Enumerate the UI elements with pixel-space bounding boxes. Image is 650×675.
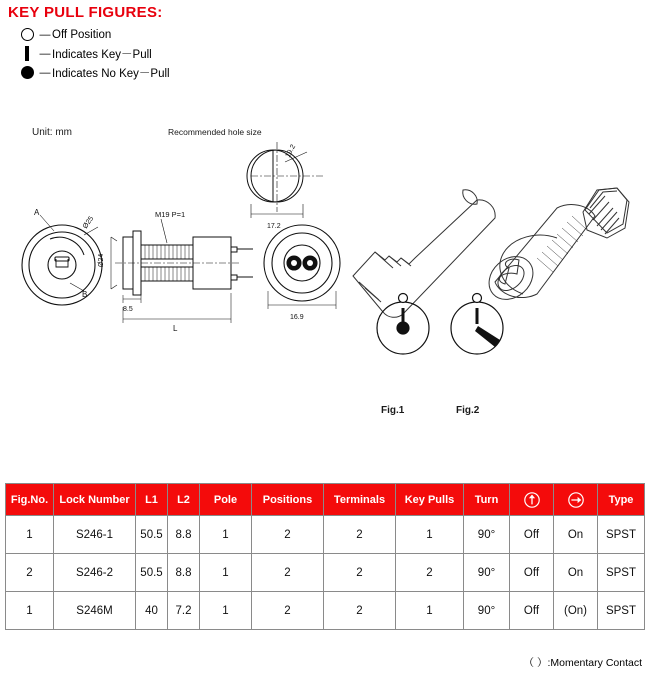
cell-right-state: On	[554, 554, 598, 592]
off-position-circle-icon	[16, 28, 38, 41]
cell-key-pulls: 1	[396, 516, 464, 554]
legend-item	[16, 63, 170, 82]
cell-pole: 1	[200, 516, 252, 554]
lock-key-illustration	[345, 150, 635, 360]
cell-terminals: 2	[324, 516, 396, 554]
table-footnote: （ ）:Momentary Contact	[523, 657, 642, 669]
front-view-label-a: A	[34, 208, 40, 217]
legend-title: KEY PULL FIGURES:	[8, 4, 163, 21]
rear-width-dim: 16.9	[290, 314, 304, 321]
cell-positions: 2	[252, 516, 324, 554]
th-fig-no: Fig.No.	[6, 484, 54, 516]
no-key-pull-dot-icon	[16, 66, 38, 79]
front-view-label-b: B	[82, 290, 88, 299]
cell-pole: 1	[200, 592, 252, 630]
th-positions: Positions	[252, 484, 324, 516]
legend-dash: —	[39, 47, 51, 60]
hole-width-dim: 17.2	[267, 223, 281, 230]
th-type: Type	[598, 484, 645, 516]
technical-drawing	[0, 100, 650, 475]
legend-item-label: Off Position	[52, 28, 112, 41]
th-pole: Pole	[200, 484, 252, 516]
legend-item-label: Indicates Key－Pull	[52, 48, 152, 61]
cell-turn: 90°	[464, 554, 510, 592]
arrow-up-icon	[510, 484, 554, 516]
cell-up-state: Off	[510, 592, 554, 630]
th-lock-number: Lock Number	[54, 484, 136, 516]
key-pull-bar-icon	[16, 46, 38, 61]
rear-view	[258, 205, 358, 325]
cell-terminals: 2	[324, 554, 396, 592]
thread-spec: M19 P=1	[155, 210, 186, 219]
legend-item-label: Indicates No Key－Pull	[52, 67, 170, 80]
cell-positions: 2	[252, 592, 324, 630]
specification-table	[5, 483, 645, 630]
th-key-pulls: Key Pulls	[396, 484, 464, 516]
cell-type: SPST	[598, 554, 645, 592]
cell-up-state: Off	[510, 516, 554, 554]
cell-turn: 90°	[464, 592, 510, 630]
dim-l1-callout: 8.5	[123, 306, 133, 313]
cell-fig-no: 1	[6, 516, 54, 554]
cell-fig-no: 1	[6, 592, 54, 630]
cell-type: SPST	[598, 592, 645, 630]
cell-up-state: Off	[510, 554, 554, 592]
cell-terminals: 2	[324, 592, 396, 630]
cell-positions: 2	[252, 554, 324, 592]
fig2-label: Fig.2	[456, 405, 480, 416]
legend-item	[16, 44, 170, 63]
hole-slot-dim: 19.2	[284, 143, 298, 159]
cell-turn: 90°	[464, 516, 510, 554]
cell-l2: 7.2	[168, 592, 200, 630]
key-pull-legend	[8, 4, 170, 82]
cell-right-state: On	[554, 516, 598, 554]
unit-note: Unit: mm	[32, 127, 72, 138]
th-terminals: Terminals	[324, 484, 396, 516]
table-row	[6, 516, 645, 554]
th-l2: L2	[168, 484, 200, 516]
table-row	[6, 592, 645, 630]
cell-lock-number: S246-1	[54, 516, 136, 554]
cell-key-pulls: 1	[396, 592, 464, 630]
legend-dash: —	[39, 28, 51, 41]
cell-lock-number: S246-2	[54, 554, 136, 592]
table-row	[6, 554, 645, 592]
cell-l1: 50.5	[136, 554, 168, 592]
cell-l2: 8.8	[168, 554, 200, 592]
legend-dash: —	[39, 66, 51, 79]
cell-key-pulls: 2	[396, 554, 464, 592]
cell-fig-no: 2	[6, 554, 54, 592]
cell-type: SPST	[598, 516, 645, 554]
cell-pole: 1	[200, 554, 252, 592]
arrow-right-icon	[554, 484, 598, 516]
dim-dia-24: Ø24	[98, 253, 105, 267]
dim-l-callout: L	[173, 324, 178, 333]
hole-size-note: Recommended hole size	[168, 127, 262, 137]
legend-item	[16, 25, 170, 44]
fig1-label: Fig.1	[381, 405, 405, 416]
th-turn: Turn	[464, 484, 510, 516]
th-l1: L1	[136, 484, 168, 516]
table-header-row	[6, 484, 645, 516]
cell-right-state: (On)	[554, 592, 598, 630]
cell-l1: 50.5	[136, 516, 168, 554]
cell-lock-number: S246M	[54, 592, 136, 630]
cell-l2: 8.8	[168, 516, 200, 554]
front-view-dia-25: Ø25	[81, 215, 96, 231]
cell-l1: 40	[136, 592, 168, 630]
